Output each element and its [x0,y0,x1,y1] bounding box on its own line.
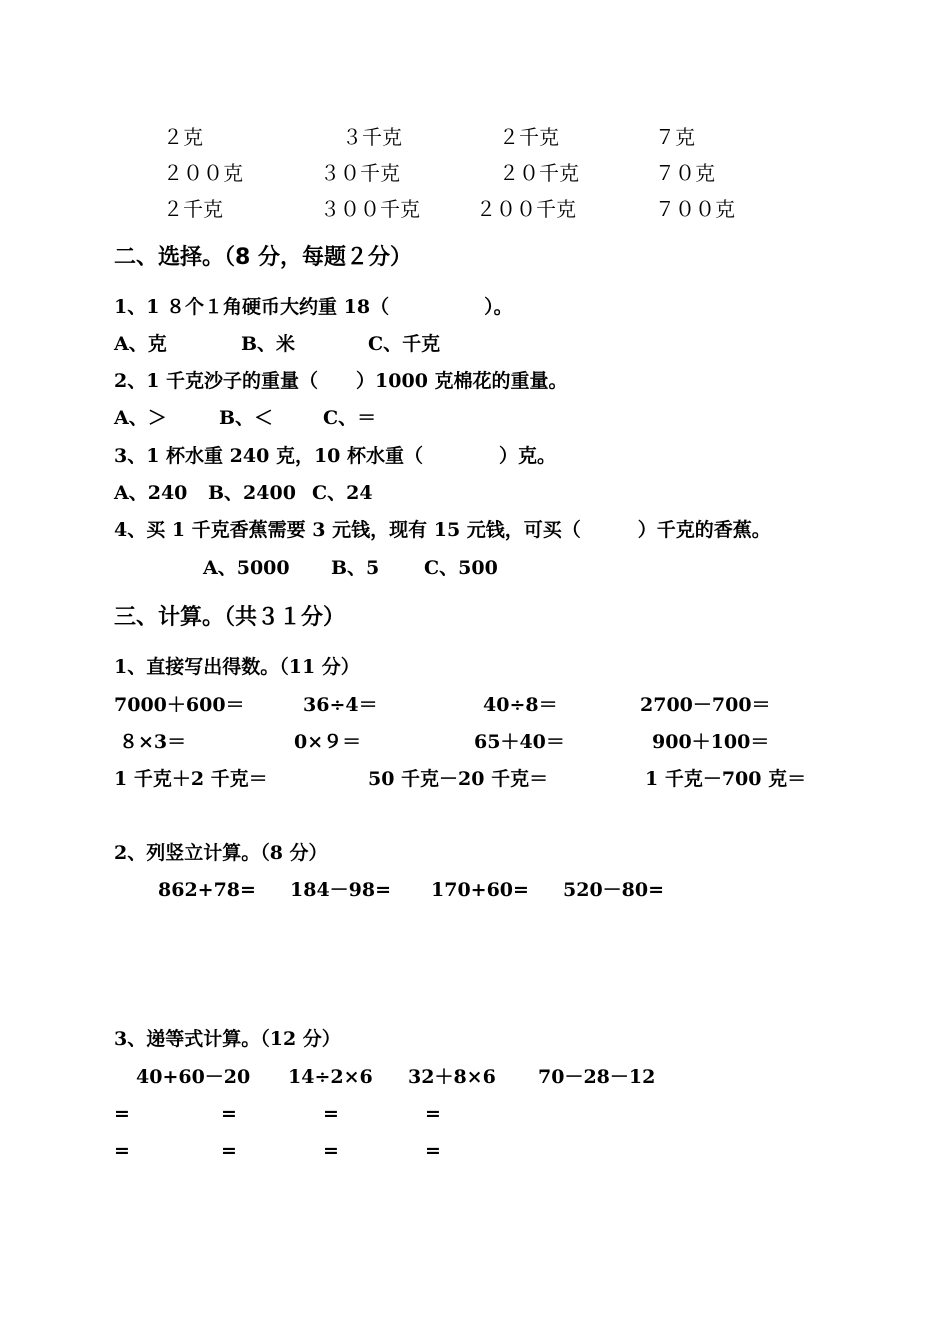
option: C、24 [312,482,373,504]
calc-item: ８×3＝ [119,731,187,753]
unit-cell: ７克 [655,125,695,149]
question-1: 1、1 ８个１角硬币大约重 18（ ）。 [114,296,513,318]
unit-cell: ３００千克 [320,197,420,221]
calc-item: 1 千克＋2 千克＝ [114,768,268,790]
vertical-calc-item: 862+78= [158,879,256,901]
option: C、＝ [323,407,377,429]
calc-item: 65＋40＝ [474,731,565,753]
question-2: 2、1 千克沙子的重量（ ）1000 克棉花的重量。 [114,370,568,392]
vertical-calc-item: 184－98= [290,879,392,901]
unit-cell: ７００克 [655,197,735,221]
unit-cell: ２千克 [163,197,223,221]
stepwise-calc-item: 40+60－20 [136,1066,251,1088]
calc-item: 7000＋600＝ [114,694,245,716]
option: A、5000 [203,557,290,579]
equals-sign: = [114,1140,130,1162]
calc-item: 50 千克－20 千克＝ [368,768,549,790]
option: A、克 [114,333,167,355]
stepwise-calc-item: 32＋8×6 [408,1066,496,1088]
unit-cell: ２００千克 [476,197,576,221]
part2-title: 2、列竖立计算。（8 分） [114,842,328,864]
section3-title: 三、计算。（共３１分） [114,605,346,630]
part3-title: 3、递等式计算。（12 分） [114,1028,341,1050]
part1-title: 1、直接写出得数。（11 分） [114,656,360,678]
equals-sign: = [425,1140,441,1162]
section2-title: 二、选择。（8 分，每题２分） [114,245,412,270]
option: C、500 [424,557,498,579]
calc-item: 1 千克－700 克＝ [645,768,807,790]
stepwise-calc-item: 14÷2×6 [288,1066,373,1088]
unit-cell: ２０千克 [499,161,579,185]
unit-cell: ７０克 [655,161,715,185]
equals-sign: = [221,1103,237,1125]
equals-sign: = [114,1103,130,1125]
unit-cell: ２００克 [163,161,243,185]
calc-item: 40÷8＝ [483,694,558,716]
unit-cell: ２克 [163,125,203,149]
calc-item: 2700－700＝ [640,694,771,716]
equals-sign: = [323,1140,339,1162]
vertical-calc-item: 520－80= [563,879,665,901]
calc-item: 36÷4＝ [303,694,378,716]
equals-sign: = [221,1140,237,1162]
calc-item: 0×９＝ [294,731,362,753]
option: C、千克 [368,333,441,355]
stepwise-calc-item: 70－28－12 [538,1066,656,1088]
equals-sign: = [323,1103,339,1125]
option: B、2400 [208,482,296,504]
unit-cell: ３千克 [342,125,402,149]
calc-item: 900＋100＝ [652,731,770,753]
unit-cell: ２千克 [499,125,559,149]
question-3: 3、1 杯水重 240 克，10 杯水重（ ）克。 [114,445,557,467]
option: B、＜ [219,407,274,429]
option: B、5 [331,557,380,579]
vertical-calc-item: 170+60= [431,879,529,901]
option: A、＞ [114,407,167,429]
option: B、米 [241,333,296,355]
question-4: 4、买 1 千克香蕉需要 3 元钱，现有 15 元钱，可买（ ）千克的香蕉。 [114,519,771,541]
equals-sign: = [425,1103,441,1125]
unit-cell: ３０千克 [320,161,400,185]
option: A、240 [114,482,188,504]
